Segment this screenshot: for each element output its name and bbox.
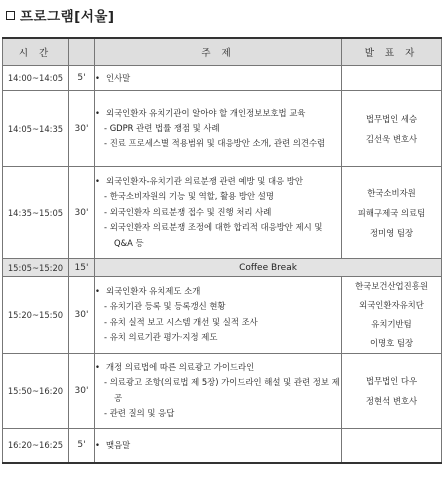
row-speaker (342, 429, 442, 463)
topic-subitem: - 외국인환자 의료분쟁 접수 및 진행 처리 사례 (104, 206, 272, 217)
table-row (3, 91, 442, 167)
header-time: 시 간 (3, 38, 69, 66)
topic-subitem: - 외국인환자 의료분쟁 조정에 대한 합리적 대응방안 제시 및 Q&A 등 (104, 222, 323, 248)
speaker-line: 한국소비자원 (367, 187, 416, 198)
row-topic (95, 429, 342, 463)
header-speaker: 발 표 자 (342, 38, 442, 66)
row-speaker (342, 167, 442, 259)
row-time: 14:35~15:05 (3, 167, 69, 259)
topic-item: • 맺음말 (95, 438, 341, 453)
row-speaker (342, 66, 442, 91)
row-topic (95, 354, 342, 429)
speaker-line: 외국인환자유치단 (359, 300, 424, 310)
topic-item: • 인사말 (95, 71, 341, 86)
topic-subitem: - 의료광고 조항(의료법 제 5장) 가이드라인 해설 및 관련 정보 제공 (104, 377, 340, 403)
checkbox-square-icon (6, 11, 15, 20)
bullet-icon: • (95, 439, 100, 450)
bullet-icon: • (95, 107, 100, 118)
speaker-line: 법무법인 다우 (365, 376, 418, 386)
table-header-row (3, 38, 442, 66)
topic-subitem: - 관련 질의 및 응답 (104, 408, 175, 419)
heading-title: 프로그램[서울] (20, 9, 115, 25)
speaker-line: 피해구제국 의료팀 (357, 207, 426, 218)
row-topic (95, 277, 342, 354)
speaker-line: 김선욱 변호사 (365, 133, 418, 144)
row-duration: 5' (69, 66, 95, 91)
table-row (3, 66, 442, 91)
row-duration: 30' (69, 354, 95, 429)
topic-subitem: - GDPR 관련 법률 쟁점 및 사례 (104, 122, 220, 133)
header-topic: 주 제 (95, 38, 342, 66)
topic-item: • 외국인환자 유치제도 소개 (95, 284, 341, 299)
topic-subitem: - 유치 실적 보고 시스템 개선 및 실적 조사 (104, 316, 258, 327)
row-time: 15:20~15:50 (3, 277, 69, 354)
table-row (3, 429, 442, 463)
table-row (3, 354, 442, 429)
bullet-icon: • (95, 286, 100, 297)
topic-item: • 외국인환자 유치기관이 알아야 할 개인정보보호법 교육 (95, 106, 341, 121)
row-duration: 5' (69, 429, 95, 463)
topic-item: • 외국인환자-유치기관 의료분쟁 관련 예방 및 대응 방안 (95, 174, 341, 189)
row-duration: 30' (69, 167, 95, 259)
speaker-line: 정현석 변호사 (365, 396, 418, 406)
table-row (3, 167, 442, 259)
bullet-icon: • (95, 362, 100, 373)
topic-subitem: - 유치 의료기관 평가·지정 제도 (104, 332, 218, 343)
bullet-icon: • (95, 72, 100, 83)
row-duration: 15' (69, 259, 95, 277)
page-heading (6, 4, 115, 26)
row-topic (95, 91, 342, 167)
table-row (3, 277, 442, 354)
speaker-line: 이명호 팀장 (369, 338, 414, 348)
row-speaker (342, 354, 442, 429)
bullet-icon: • (95, 176, 100, 186)
speaker-line: 한국보건산업진흥원 (355, 281, 428, 291)
speaker-line: 법무법인 세승 (365, 113, 418, 124)
row-time: 16:20~16:25 (3, 429, 69, 463)
row-duration: 30' (69, 277, 95, 354)
row-time: 14:05~14:35 (3, 91, 69, 167)
header-duration (69, 38, 95, 66)
table-row-break (3, 259, 442, 277)
row-topic (95, 167, 342, 259)
coffee-break-label: Coffee Break (95, 259, 442, 277)
row-time: 15:05~15:20 (3, 259, 69, 277)
topic-subitem: - 한국소비자원의 기능 및 역할, 활용 방안 설명 (104, 191, 274, 201)
row-time: 15:50~16:20 (3, 354, 69, 429)
row-time: 14:00~14:05 (3, 66, 69, 91)
row-topic (95, 66, 342, 91)
speaker-line: 정미영 팀장 (369, 227, 414, 238)
row-speaker (342, 277, 442, 354)
row-speaker (342, 91, 442, 167)
speaker-line: 유치기반팀 (371, 319, 412, 329)
topic-subitem: - 진료 프로세스별 적용범위 및 대응방안 소개, 관련 의견수렴 (104, 138, 326, 148)
topic-subitem: - 유치기관 등록 및 등록갱신 현황 (104, 301, 226, 312)
row-duration: 30' (69, 91, 95, 167)
topic-item: • 개정 의료법에 따른 의료광고 가이드라인 (95, 360, 341, 375)
program-table (2, 37, 442, 464)
